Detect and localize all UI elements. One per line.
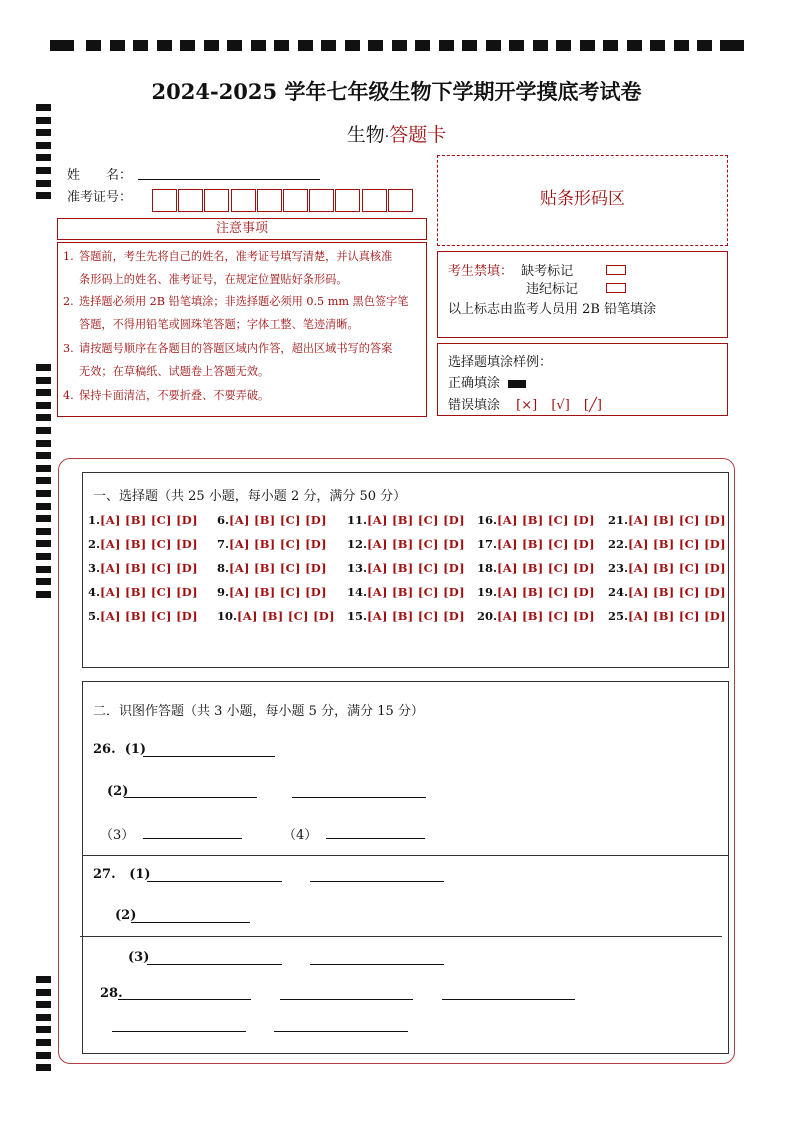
choice-question[interactable]	[608, 585, 726, 599]
timing-mark-left	[36, 540, 51, 547]
answer-options[interactable]: [A] [B] [C] [D]	[100, 585, 198, 599]
answer-options[interactable]: [A] [B] [C] [D]	[628, 537, 726, 551]
exam-id-box[interactable]	[362, 189, 387, 212]
exam-id-box[interactable]	[204, 189, 229, 212]
timing-mark-left	[36, 427, 51, 434]
timing-mark-top	[227, 40, 242, 51]
question-number: 10.	[217, 609, 238, 623]
absent-mark-box[interactable]	[606, 265, 626, 275]
q28-d-answer[interactable]	[112, 1031, 246, 1032]
wrong-fill-label: 错误填涂 [×] [√] [╱]	[448, 398, 602, 413]
question-number: 14.	[347, 585, 368, 599]
timing-mark-left	[36, 1014, 51, 1021]
choice-question[interactable]	[347, 537, 465, 551]
timing-mark-top	[345, 40, 360, 51]
divider-27-inner	[80, 936, 722, 937]
q28-c-answer[interactable]	[442, 999, 575, 1000]
section-figure-title: 二．识图作答题（共 3 小题，每小题 5 分，满分 15 分）	[93, 704, 424, 719]
q28-a-answer[interactable]	[118, 999, 251, 1000]
q27-3-label: (3)	[128, 950, 150, 965]
forbidden-label: 考生禁填： 缺考标记	[448, 264, 574, 279]
timing-mark-left	[36, 989, 51, 996]
question-number: 1.	[88, 513, 101, 527]
timing-mark-top	[697, 40, 712, 51]
timing-mark-top	[509, 40, 524, 51]
fill-example-box	[437, 343, 728, 416]
question-number: 3.	[88, 561, 101, 575]
timing-mark-left	[36, 566, 51, 573]
timing-mark-top	[251, 40, 266, 51]
q28-label: 28.	[100, 986, 123, 1001]
answer-options[interactable]: [A] [B] [C] [D]	[229, 537, 327, 551]
choice-question[interactable]	[88, 609, 198, 623]
question-number: 6.	[217, 513, 230, 527]
timing-mark-left	[36, 490, 51, 497]
exam-id-label: 准考证号：	[67, 190, 133, 205]
q28-b-answer[interactable]	[280, 999, 413, 1000]
timing-mark-top	[603, 40, 618, 51]
answer-options[interactable]: [A] [B] [C] [D]	[497, 513, 595, 527]
forbidden-note: 以上标志由监考人员用 2B 铅笔填涂	[448, 302, 657, 317]
answer-options[interactable]: [A] [B] [C] [D]	[100, 537, 198, 551]
choice-question[interactable]	[477, 585, 595, 599]
q27-3a-answer[interactable]	[147, 964, 282, 965]
choice-question[interactable]	[88, 537, 198, 551]
exam-id-box[interactable]	[388, 189, 413, 212]
answer-options[interactable]: [A] [B] [C] [D]	[229, 585, 327, 599]
timing-mark-top	[133, 40, 148, 51]
notice-item-3: 3. 请按题号顺序在各题目的答题区域内作答，超出区域书写的答案 无效；在草稿纸、试题卷上答题无效。	[63, 342, 393, 378]
timing-mark-left	[36, 414, 51, 421]
question-number: 13.	[347, 561, 368, 575]
choice-question[interactable]	[88, 513, 198, 527]
timing-mark-top	[86, 40, 101, 51]
choice-question[interactable]	[217, 609, 335, 623]
question-number: 2.	[88, 537, 101, 551]
timing-mark-left	[36, 503, 51, 510]
choice-question[interactable]	[88, 561, 198, 575]
choice-question[interactable]	[608, 609, 726, 623]
answer-options[interactable]: [A] [B] [C] [D]	[628, 513, 726, 527]
choice-question[interactable]	[608, 561, 726, 575]
timing-mark-top	[321, 40, 336, 51]
choice-question[interactable]	[217, 513, 327, 527]
timing-mark-top	[392, 40, 407, 51]
timing-mark-top	[720, 40, 744, 51]
timing-mark-left	[36, 167, 51, 174]
timing-mark-left	[36, 389, 51, 396]
q26-2b-answer[interactable]	[292, 797, 426, 798]
page-title: 2024-2025 学年七年级生物下学期开学摸底考试卷	[151, 79, 642, 104]
answer-options[interactable]: [A] [B] [C] [D]	[628, 609, 726, 623]
timing-mark-left	[36, 591, 51, 598]
timing-mark-top	[50, 40, 74, 51]
question-number: 5.	[88, 609, 101, 623]
timing-mark-left	[36, 578, 51, 585]
timing-mark-top	[204, 40, 219, 51]
notice-item-2: 2. 选择题必须用 2B 铅笔填涂；非选择题必须用 0.5 mm 黑色签字笔 答题，不得用铅笔或圆珠笔答题；字体工整、笔迹清晰。	[63, 295, 409, 331]
violation-mark-box[interactable]	[606, 283, 626, 293]
timing-mark-left	[36, 440, 51, 447]
choice-question[interactable]	[347, 585, 465, 599]
forbidden-box	[437, 251, 728, 338]
timing-mark-left	[36, 1026, 51, 1033]
timing-mark-top	[462, 40, 477, 51]
answer-options[interactable]: [A] [B] [C] [D]	[497, 585, 595, 599]
timing-mark-left	[36, 477, 51, 484]
choice-question[interactable]	[347, 609, 465, 623]
question-number: 25.	[608, 609, 629, 623]
q26-2-label: (2)	[107, 784, 129, 799]
timing-mark-top	[650, 40, 665, 51]
answer-options[interactable]: [A] [B] [C] [D]	[367, 537, 465, 551]
question-number: 8.	[217, 561, 230, 575]
question-number: 21.	[608, 513, 629, 527]
timing-mark-left	[36, 1039, 51, 1046]
timing-mark-top	[674, 40, 689, 51]
answer-options[interactable]: [A] [B] [C] [D]	[229, 561, 327, 575]
q27-1b-answer[interactable]	[310, 881, 444, 882]
divider-26-27	[82, 855, 729, 856]
timing-mark-left	[36, 976, 51, 983]
exam-id-box[interactable]	[283, 189, 308, 212]
choice-question[interactable]	[88, 585, 198, 599]
timing-mark-left	[36, 1064, 51, 1071]
answer-options[interactable]: [A] [B] [C] [D]	[367, 585, 465, 599]
notice-item-4: 4. 保持卡面清洁，不要折叠、不要弄破。	[63, 389, 270, 402]
answer-options[interactable]: [A] [B] [C] [D]	[497, 537, 595, 551]
exam-id-box[interactable]	[309, 189, 334, 212]
question-number: 16.	[477, 513, 498, 527]
answer-options[interactable]: [A] [B] [C] [D]	[628, 585, 726, 599]
choice-question[interactable]	[347, 513, 465, 527]
choice-question[interactable]	[347, 561, 465, 575]
choice-question[interactable]	[477, 537, 595, 551]
subject-label: 生物	[346, 124, 385, 146]
choice-question[interactable]	[477, 609, 595, 623]
q27-3b-answer[interactable]	[310, 964, 444, 965]
q26-3-label: （3）	[100, 828, 135, 843]
exam-id-box[interactable]	[257, 189, 282, 212]
timing-mark-top	[157, 40, 172, 51]
filled-sample-icon	[508, 380, 526, 388]
timing-mark-top	[368, 40, 383, 51]
exam-id-box[interactable]	[231, 189, 256, 212]
timing-mark-left	[36, 192, 51, 199]
exam-id-box[interactable]	[335, 189, 360, 212]
timing-mark-left	[36, 154, 51, 161]
timing-mark-top	[533, 40, 548, 51]
question-number: 19.	[477, 585, 498, 599]
timing-mark-left	[36, 465, 51, 472]
answer-options[interactable]: [A] [B] [C] [D]	[229, 513, 327, 527]
q27-2-label: (2)	[115, 908, 137, 923]
notice-item-1: 1. 答题前，考生先将自己的姓名，准考证号填写清楚，并认真核准 条形码上的姓名、准考证号，在规定位置贴好条形码。	[63, 250, 393, 286]
timing-mark-top	[486, 40, 501, 51]
q26-2a-answer[interactable]	[124, 797, 257, 798]
question-number: 4.	[88, 585, 101, 599]
timing-mark-left	[36, 402, 51, 409]
question-number: 17.	[477, 537, 498, 551]
choice-question[interactable]	[217, 585, 327, 599]
answer-options[interactable]: [A] [B] [C] [D]	[100, 561, 198, 575]
choice-question[interactable]	[477, 561, 595, 575]
choice-question[interactable]	[608, 537, 726, 551]
question-number: 18.	[477, 561, 498, 575]
timing-mark-top	[556, 40, 571, 51]
notice-heading: 注意事项	[57, 218, 427, 240]
fill-example-title: 选择题填涂样例：	[448, 355, 553, 370]
timing-mark-top	[180, 40, 195, 51]
choice-question[interactable]	[217, 561, 327, 575]
correct-fill-label: 正确填涂	[448, 372, 526, 391]
answer-options[interactable]: [A] [B] [C] [D]	[367, 513, 465, 527]
notice-box	[57, 242, 427, 417]
question-number: 9.	[217, 585, 230, 599]
answer-options[interactable]: [A] [B] [C] [D]	[628, 561, 726, 575]
timing-mark-top	[627, 40, 642, 51]
question-number: 11.	[347, 513, 368, 527]
wrong-mark-slash: [╱]	[583, 398, 602, 413]
timing-mark-left	[36, 553, 51, 560]
timing-mark-top	[415, 40, 430, 51]
timing-mark-left	[36, 528, 51, 535]
timing-mark-top	[110, 40, 125, 51]
choice-question[interactable]	[217, 537, 327, 551]
question-number: 12.	[347, 537, 368, 551]
question-number: 23.	[608, 561, 629, 575]
question-number: 7.	[217, 537, 230, 551]
q27-2-answer[interactable]	[131, 922, 250, 923]
name-label: 姓 名：	[67, 168, 133, 183]
answer-options[interactable]: [A] [B] [C] [D]	[100, 609, 198, 623]
answer-options[interactable]: [A] [B] [C] [D]	[367, 609, 465, 623]
subtitle-separator: ·	[384, 129, 390, 145]
name-field[interactable]	[138, 179, 320, 180]
answer-options[interactable]: [A] [B] [C] [D]	[497, 609, 595, 623]
timing-mark-top	[439, 40, 454, 51]
exam-id-box[interactable]	[152, 189, 177, 212]
wrong-mark-check: [√]	[551, 398, 570, 413]
timing-mark-left	[36, 180, 51, 187]
answer-options[interactable]: [A] [B] [C] [D]	[497, 561, 595, 575]
question-number: 22.	[608, 537, 629, 551]
q26-4-answer[interactable]	[326, 838, 425, 839]
question-number: 24.	[608, 585, 629, 599]
card-label: 答题卡	[389, 124, 447, 146]
timing-mark-top	[580, 40, 595, 51]
timing-mark-left	[36, 515, 51, 522]
subtitle	[0, 120, 793, 147]
q26-4-label: （4）	[283, 828, 318, 843]
q26-1-answer[interactable]	[143, 756, 275, 757]
answer-options[interactable]: [A] [B] [C] [D]	[100, 513, 198, 527]
q26-3-answer[interactable]	[143, 838, 242, 839]
answer-options[interactable]: [A] [B] [C] [D]	[367, 561, 465, 575]
timing-mark-left	[36, 364, 51, 371]
choice-question[interactable]	[477, 513, 595, 527]
question-number: 20.	[477, 609, 498, 623]
timing-mark-left	[36, 1052, 51, 1059]
answer-options[interactable]: [A] [B] [C] [D]	[237, 609, 335, 623]
violation-label: 违纪标记	[526, 282, 579, 297]
question-number: 15.	[347, 609, 368, 623]
timing-mark-left	[36, 377, 51, 384]
choice-question[interactable]	[608, 513, 726, 527]
timing-mark-top	[298, 40, 313, 51]
exam-id-box[interactable]	[178, 189, 203, 212]
q27-1a-answer[interactable]	[147, 881, 282, 882]
barcode-area: 贴条形码区	[437, 155, 728, 246]
q28-e-answer[interactable]	[274, 1031, 408, 1032]
q26-label: 26. (1)	[93, 742, 147, 757]
timing-mark-left	[36, 1001, 51, 1008]
timing-mark-left	[36, 452, 51, 459]
timing-mark-top	[274, 40, 289, 51]
section-choice-title: 一、选择题（共 25 小题，每小题 2 分，满分 50 分）	[93, 489, 407, 504]
wrong-mark-cross: [×]	[516, 398, 538, 413]
q27-label: 27. (1)	[93, 867, 151, 882]
